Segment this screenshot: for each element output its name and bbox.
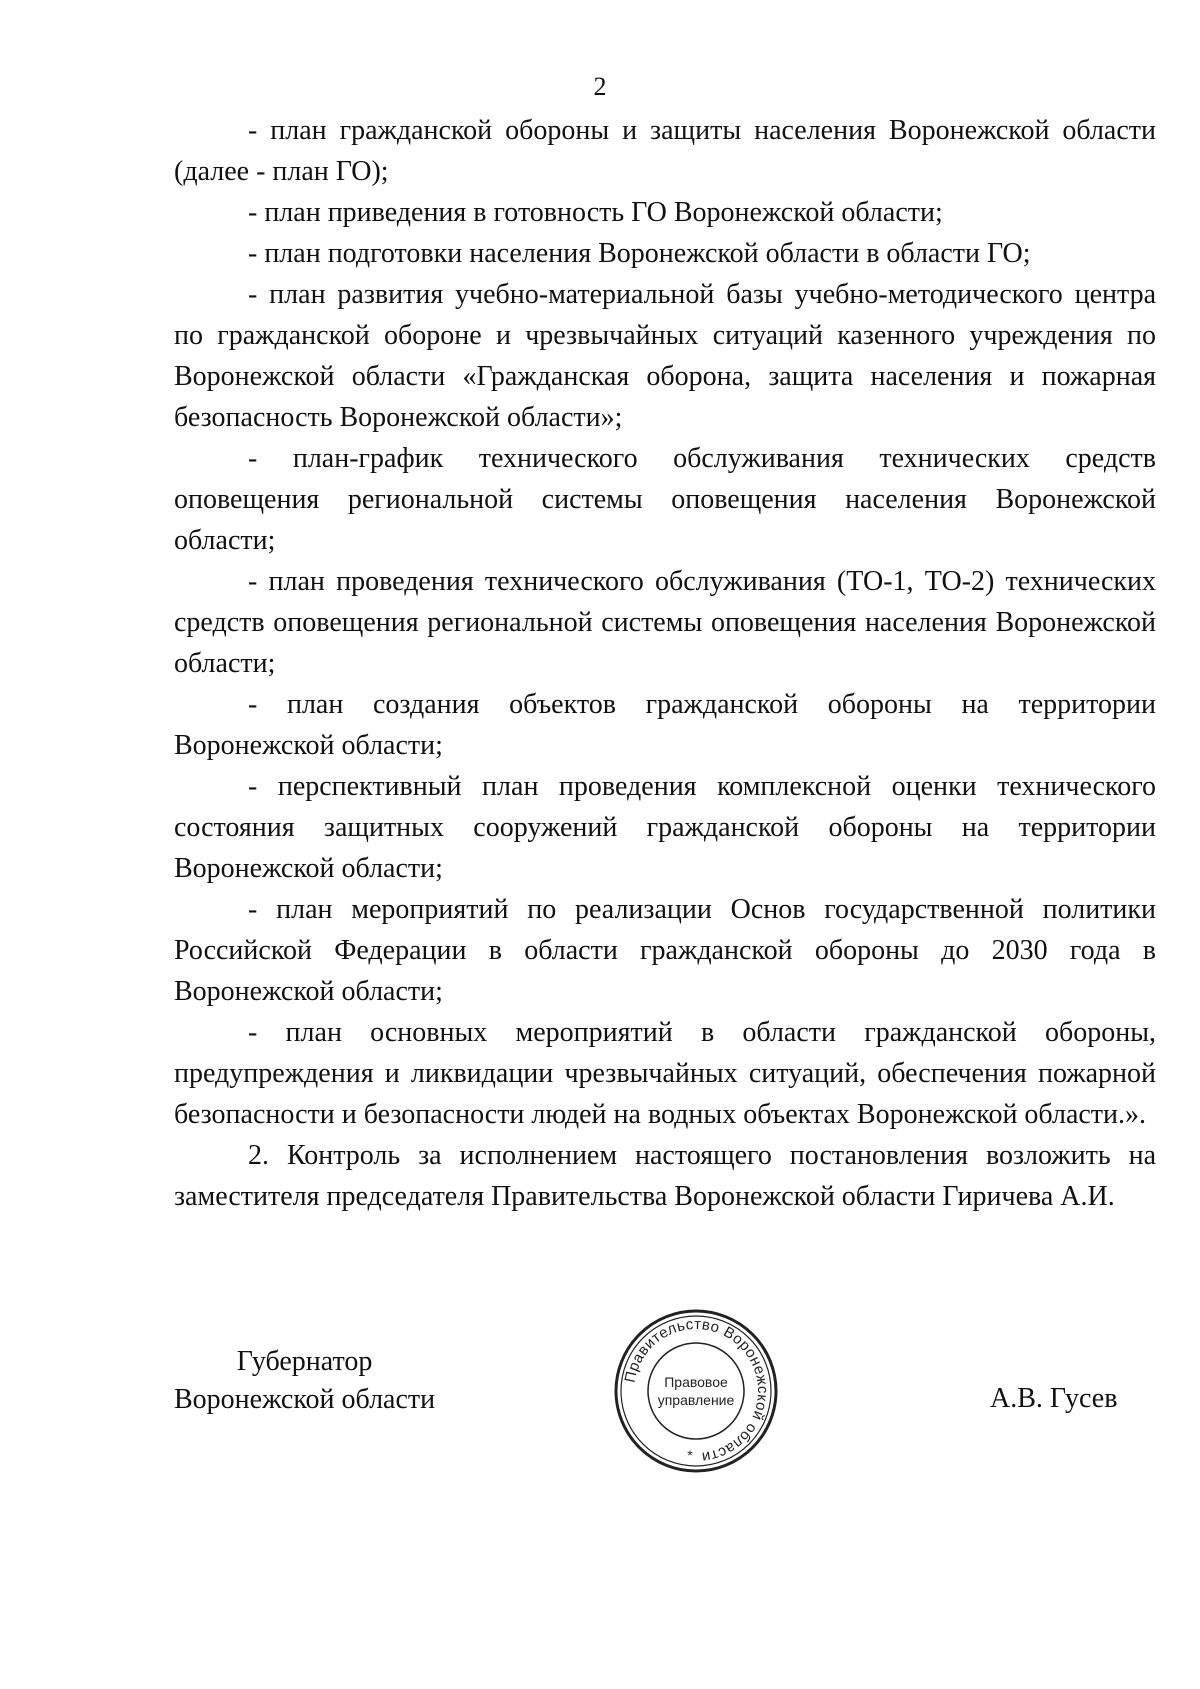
list-item-assessment-plan: - перспективный план проведения комплексной оценки технического состояния защитных сооружений гражданской обороны на территории Воронежской области; bbox=[174, 771, 1156, 884]
list-item-policy-plan: - план мероприятий по реализации Основ государственной политики Российской Федерации в области гражданской обороны до 2030 года в Воронежской области; bbox=[174, 894, 1156, 1007]
signature-block bbox=[0, 1315, 1200, 1466]
stamp-center-line2: управление bbox=[657, 1392, 735, 1408]
official-stamp bbox=[610, 1305, 782, 1477]
list-item-maintenance-schedule: - план-график технического обслуживания технических средств оповещения региональной системы оповещения населения Воронежской области; bbox=[174, 443, 1156, 556]
svg-text:Правительство Воронежской обла bbox=[622, 1316, 772, 1466]
stamp-center-line1: Правовое bbox=[664, 1374, 728, 1390]
list-item-facilities-plan: - план создания объектов гражданской обороны на территории Воронежской области; bbox=[174, 689, 1156, 761]
list-item-civil-defense-plan: - план гражданской обороны и защиты населения Воронежской области (далее - план ГО); bbox=[174, 115, 1156, 187]
signatory-position bbox=[174, 1343, 435, 1419]
document-body bbox=[174, 110, 1156, 1217]
control-clause: 2. Контроль за исполнением настоящего постановления возложить на заместителя председателя Правительства Воронежской области Гиричева А.И. bbox=[174, 1140, 1156, 1212]
stamp-star: * bbox=[687, 1447, 693, 1463]
page-number: 2 bbox=[593, 72, 607, 101]
signatory-name: А.В. Гусев bbox=[990, 1383, 1118, 1414]
list-item-population-training-plan: - план подготовки населения Воронежской области в области ГО; bbox=[248, 238, 1031, 269]
list-item-maintenance-plan: - план проведения технического обслуживания (ТО-1, ТО-2) технических средств оповещения региональной системы оповещения населения Воронежской области; bbox=[174, 566, 1156, 679]
list-item-readiness-plan: - план приведения в готовность ГО Воронежской области; bbox=[248, 197, 943, 228]
signatory-position-line2: Воронежской области bbox=[174, 1384, 436, 1415]
list-item-main-activities-plan: - план основных мероприятий в области гражданской обороны, предупреждения и ликвидации чрезвычайных ситуаций, обеспечения пожарной безопасности и безопасности людей на водных объектах Воронежской области.». bbox=[174, 1017, 1156, 1130]
stamp-ring-text: Правительство Воронежской области bbox=[621, 1315, 772, 1466]
signatory-position-line1: Губернатор bbox=[236, 1346, 373, 1377]
list-item-training-base-plan: - план развития учебно-материальной базы учебно-методического центра по гражданской обороне и чрезвычайных ситуаций казенного учреждения по Воронежской области «Гражданская оборона, защита населения и пожарная безопасность Воронежской области»; bbox=[174, 279, 1156, 433]
